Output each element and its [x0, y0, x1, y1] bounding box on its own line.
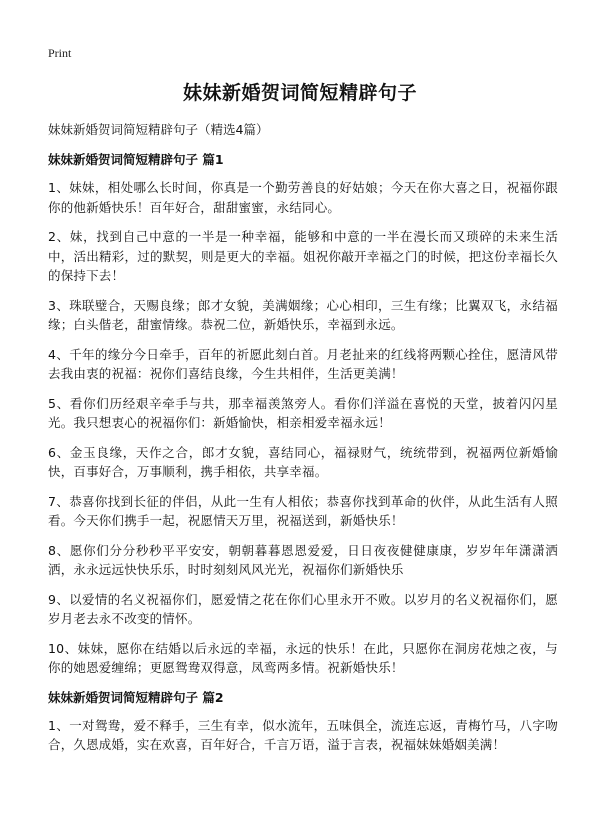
article-body [48, 152, 558, 765]
paragraph: 1、一对鸳鸯，爱不释手，三生有幸，似水流年，五味俱全，流连忘返，青梅竹马，八字吻合，久恩成婚，实在欢喜，百年好合，千言万语，溢于言表，祝福妹妹婚姻美满！ [48, 717, 558, 752]
article-section-2 [48, 690, 558, 755]
section-heading: 妹妹新婚贺词简短精辟句子 篇1 [48, 152, 224, 167]
paragraph: 1、妹妹，相处哪么长时间，你真是一个勤劳善良的好姑娘；今天在你大喜之日，祝福你跟你的他新婚快乐！百年好合，甜甜蜜蜜，永结同心。 [48, 180, 558, 215]
paragraph: 10、妹妹，愿你在结婚以后永远的幸福，永远的快乐！在此，只愿你在洞房花烛之夜，与你的她恩爱缠绵；更愿鸳鸯双得意，凤鸾两多情。祝新婚快乐！ [48, 640, 558, 675]
paragraph: 8、愿你们分分秒秒平平安安，朝朝暮暮恩恩爱爱，日日夜夜健健康康，岁岁年年潇潇洒洒，永永远远快快乐乐，时时刻刻风风光光，祝福你们新婚快乐 [48, 542, 558, 577]
paragraph: 9、以爱情的名义祝福你们，愿爱情之花在你们心里永开不败。以岁月的名义祝福你们，愿岁月老去永不改变的情怀。 [48, 591, 558, 626]
paragraph: 5、看你们历经艰辛牵手与共，那幸福羡煞旁人。看你们洋溢在喜悦的天堂，披着闪闪星光。我只想衷心的祝福你们：新婚愉快，相亲相爱幸福永远！ [48, 395, 558, 430]
paragraph: 3、珠联璧合，天赐良缘；郎才女貌，美满姻缘；心心相印，三生有缘；比翼双飞，永结福缘；白头偕老，甜蜜情缘。恭祝二位，新婚快乐，幸福到永远。 [48, 297, 558, 332]
section-heading: 妹妹新婚贺词简短精辟句子 篇2 [48, 689, 224, 705]
paragraph: 6、金玉良缘，天作之合，郎才女貌，喜结同心，福禄财气，统统带到，祝福两位新婚愉快，百事好合，万事顺利，携手相依，共享幸福。 [48, 444, 558, 479]
paragraph: 4、千年的缘分今日牵手，百年的祈愿此刻白首。月老扯来的红线将两颗心拴住，愿清风带去我由衷的祝福：祝你们喜结良缘，今生共相伴，生活更美满！ [48, 346, 558, 381]
print-link[interactable]: Print [48, 46, 72, 60]
paragraph: 7、恭喜你找到长征的伴侣，从此一生有人相依；恭喜你找到革命的伙伴，从此生活有人照看。今天你们携手一起，祝愿情天万里，祝福送到，新婚快乐！ [48, 493, 558, 528]
article-section-1 [48, 152, 558, 678]
paragraph: 2、妹，找到自己中意的一半是一种幸福，能够和中意的一半在漫长而又琐碎的未来生活中，活出精彩，过的默契，则是更大的幸福。姐祝你敲开幸福之门的时候，把这份幸福长久的保持下去！ [48, 229, 558, 283]
page-title: 妹妹新婚贺词简短精辟句子 [182, 82, 417, 104]
page-subtitle: 妹妹新婚贺词简短精辟句子（精选4篇） [48, 122, 269, 137]
